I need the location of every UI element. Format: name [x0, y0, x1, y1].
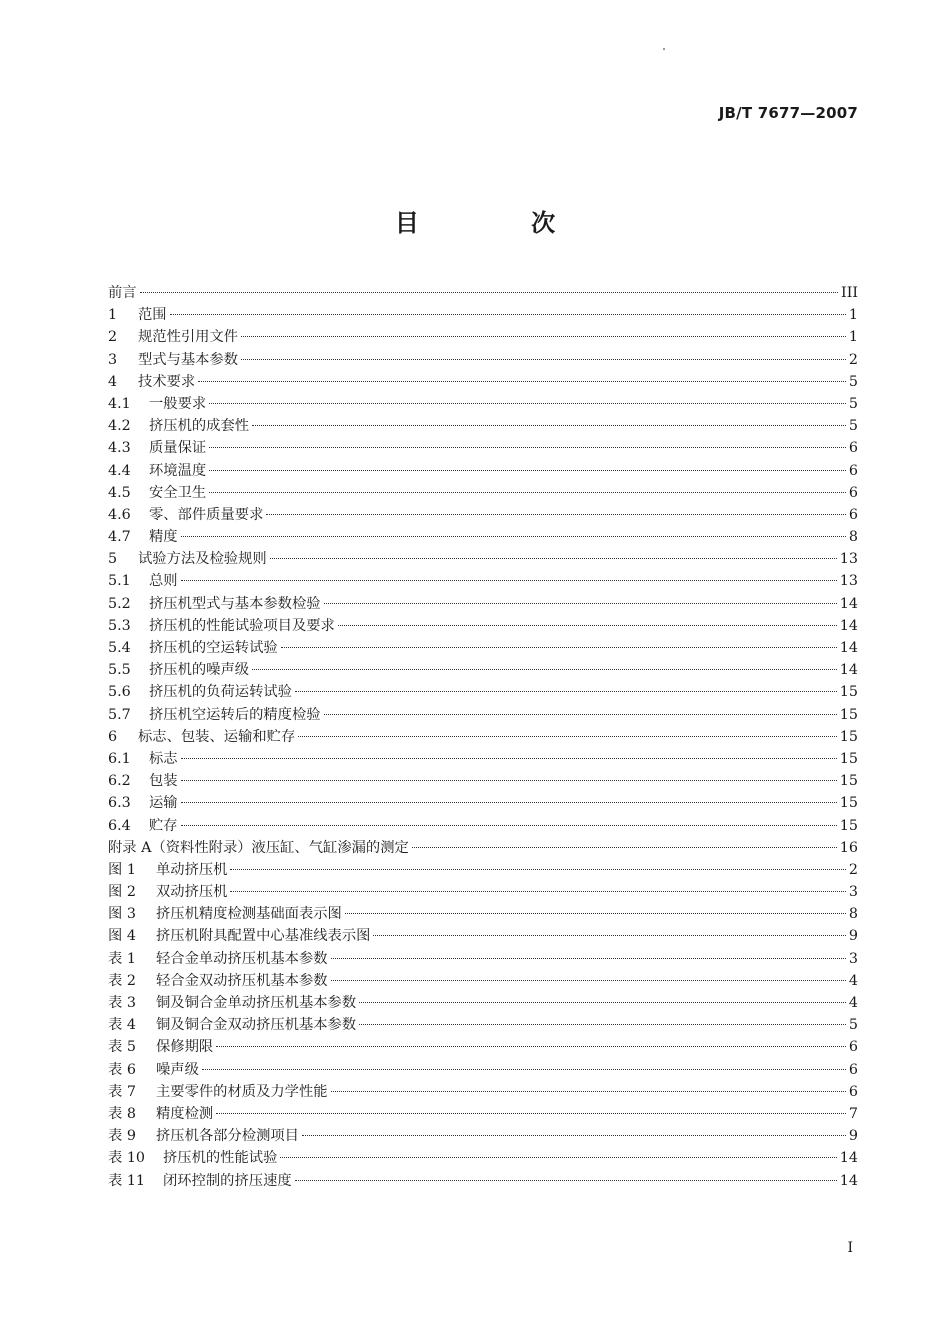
toc-entry[interactable]	[108, 326, 858, 348]
toc-entry-number: 5.1	[108, 573, 131, 590]
toc-entry[interactable]	[108, 393, 858, 415]
toc-entry-title: 精度	[149, 529, 178, 546]
toc-entry[interactable]	[108, 925, 858, 947]
toc-entry-title: 范围	[138, 307, 167, 324]
toc-entry[interactable]	[108, 770, 858, 792]
toc-entry-page: 14	[839, 617, 858, 634]
toc-entry-title: 标志、包装、运输和贮存	[138, 728, 296, 745]
toc-entry-title: 运输	[149, 795, 178, 812]
toc-entry-page: 15	[839, 773, 858, 790]
dot-leader	[324, 603, 837, 604]
toc-entry-title: 包装	[149, 773, 178, 790]
toc-entry-title: 挤压机空运转后的精度检验	[149, 706, 321, 723]
toc-entry-number: 表 3	[108, 995, 136, 1011]
dot-leader	[252, 425, 846, 426]
toc-entry[interactable]	[108, 792, 858, 814]
dot-leader	[252, 669, 837, 670]
dot-leader	[359, 1024, 846, 1025]
toc-entry-number: 表 9	[108, 1128, 136, 1145]
toc-entry[interactable]	[108, 349, 858, 371]
toc-entry-number: 4.3	[108, 440, 131, 457]
toc-entry-title: 轻合金双动挤压机基本参数	[156, 972, 328, 989]
toc-entry[interactable]	[108, 659, 858, 681]
dot-leader	[181, 758, 837, 759]
toc-entry-number: 图 1	[108, 861, 136, 878]
dot-leader	[373, 935, 845, 936]
toc-entry-number: 6.1	[108, 750, 131, 767]
toc-entry[interactable]	[108, 548, 858, 570]
dot-leader	[295, 691, 837, 692]
toc-entry-page: 14	[839, 640, 858, 656]
toc-entry-title: 挤压机精度检测基础面表示图	[156, 906, 342, 923]
toc-entry-title: 挤压机的空运转试验	[149, 640, 278, 656]
toc-entry[interactable]	[108, 970, 858, 992]
toc-entry[interactable]	[108, 1103, 858, 1125]
toc-entry[interactable]	[108, 748, 858, 770]
dot-leader	[216, 1113, 846, 1114]
toc-entry-title: 双动挤压机	[156, 884, 228, 901]
toc-entry-page: 14	[839, 662, 858, 679]
toc-entry-page: 3	[848, 884, 858, 901]
toc-entry-title: 噪声级	[156, 1061, 199, 1078]
toc-entry-page: 14	[839, 1150, 858, 1167]
toc-entry-number: 表 10	[108, 1150, 146, 1167]
toc-entry-number: 5	[108, 551, 118, 568]
toc-entry[interactable]	[108, 1059, 858, 1081]
toc-entry-page: 16	[839, 839, 858, 856]
toc-entry[interactable]	[108, 615, 858, 637]
scan-speck	[663, 48, 665, 50]
toc-entry-title: 挤压机各部分检测项目	[156, 1128, 299, 1145]
toc-entry-number: 4.4	[108, 462, 131, 479]
toc-entry-title: 试验方法及检验规则	[138, 551, 267, 568]
toc-entry-title: 挤压机的成套性	[149, 418, 250, 435]
toc-entry-page: 6	[848, 1061, 858, 1078]
toc-entry[interactable]	[108, 1014, 858, 1036]
toc-entry-number: 4.7	[108, 529, 131, 546]
dot-leader	[281, 647, 837, 648]
dot-leader	[181, 580, 837, 581]
toc-entry-page: 6	[848, 440, 858, 457]
toc-entry-title: 挤压机的性能试验	[163, 1150, 278, 1167]
dot-leader	[198, 381, 846, 382]
table-of-contents	[108, 282, 858, 1192]
toc-entry[interactable]	[108, 837, 858, 859]
toc-entry-number: 4.1	[108, 395, 131, 412]
toc-entry-number: 1	[108, 307, 118, 324]
toc-entry[interactable]	[108, 437, 858, 459]
toc-entry-page: 7	[848, 1105, 858, 1122]
toc-entry-number: 4.6	[108, 506, 131, 523]
dot-leader	[280, 1157, 836, 1158]
toc-entry-number: 4.2	[108, 418, 131, 435]
dot-leader	[324, 714, 837, 715]
toc-entry-page: 2	[848, 861, 858, 878]
dot-leader	[331, 980, 846, 981]
toc-entry-page: 5	[848, 373, 858, 390]
dot-leader	[345, 913, 846, 914]
toc-entry-page: 1	[848, 307, 858, 324]
toc-entry-page: 14	[839, 1172, 858, 1189]
toc-entry-page: 5	[848, 1017, 858, 1034]
toc-entry[interactable]	[108, 460, 858, 482]
toc-entry[interactable]	[108, 415, 858, 437]
toc-entry[interactable]	[108, 482, 858, 504]
dot-leader	[266, 514, 846, 515]
toc-entry-page: 6	[848, 506, 858, 523]
toc-entry[interactable]	[108, 704, 858, 726]
toc-entry-number: 5.5	[108, 662, 131, 679]
toc-entry-page: 15	[839, 706, 858, 723]
toc-entry[interactable]	[108, 1170, 858, 1192]
toc-entry-page: 8	[848, 529, 858, 546]
toc-entry-title: 一般要求	[149, 395, 207, 412]
toc-entry-number: 表 1	[108, 950, 136, 967]
toc-entry-title: 挤压机的负荷运转试验	[149, 684, 292, 701]
toc-entry-title: 技术要求	[138, 373, 196, 390]
toc-entry-title: 铜及铜合金双动挤压机基本参数	[156, 1017, 357, 1034]
toc-entry-page: 15	[839, 817, 858, 834]
toc-entry-page: 15	[839, 684, 858, 701]
dot-leader	[216, 1046, 846, 1047]
toc-entry[interactable]	[108, 1147, 858, 1169]
dot-leader	[331, 958, 846, 959]
dot-leader	[209, 447, 846, 448]
dot-leader	[298, 736, 837, 737]
dot-leader	[270, 558, 837, 559]
toc-entry-title: 轻合金单动挤压机基本参数	[156, 950, 328, 967]
toc-entry-title: 挤压机附具配置中心基准线表示图	[156, 928, 371, 945]
toc-entry-title: 挤压机型式与基本参数检验	[149, 595, 321, 612]
toc-entry-number: 5.4	[108, 640, 131, 656]
toc-entry-number: 6.4	[108, 817, 131, 834]
toc-entry-title: 环境温度	[149, 462, 207, 479]
toc-entry[interactable]	[108, 903, 858, 925]
toc-entry-number: 表 4	[108, 1017, 136, 1034]
toc-entry-title: 单动挤压机	[156, 861, 228, 878]
toc-entry-title: 贮存	[149, 817, 178, 834]
toc-entry[interactable]	[108, 1081, 858, 1103]
toc-entry[interactable]	[108, 992, 858, 1014]
toc-entry-number: 图 4	[108, 928, 136, 945]
toc-entry-number: 5.6	[108, 684, 131, 701]
toc-entry[interactable]	[108, 1125, 858, 1147]
toc-entry-page: 15	[839, 795, 858, 812]
dot-leader	[181, 802, 837, 803]
dot-leader	[241, 336, 846, 337]
toc-entry[interactable]	[108, 526, 858, 548]
toc-entry-page: 6	[848, 1083, 858, 1100]
toc-entry-page: 2	[848, 351, 858, 368]
toc-entry[interactable]	[108, 570, 858, 592]
toc-entry[interactable]	[108, 637, 858, 659]
toc-entry-title: 精度检测	[156, 1105, 214, 1122]
toc-entry-page: 5	[848, 418, 858, 435]
toc-entry-number: 5.7	[108, 706, 131, 723]
dot-leader	[338, 625, 837, 626]
toc-entry[interactable]	[108, 815, 858, 837]
dot-leader	[209, 470, 846, 471]
toc-entry[interactable]	[108, 948, 858, 970]
dot-leader	[295, 1180, 837, 1181]
toc-entry-page: 15	[839, 750, 858, 767]
toc-entry-number: 表 5	[108, 1039, 136, 1056]
toc-entry-number: 表 7	[108, 1083, 136, 1100]
toc-entry[interactable]	[108, 859, 858, 881]
toc-entry-page: 4	[848, 972, 858, 989]
dot-leader	[209, 492, 846, 493]
toc-entry-title: 标志	[149, 750, 178, 767]
toc-entry[interactable]	[108, 1036, 858, 1058]
toc-entry-page: 4	[848, 995, 858, 1011]
toc-entry-number: 图 2	[108, 884, 136, 901]
toc-entry-number: 6.2	[108, 773, 131, 790]
dot-leader	[412, 847, 837, 848]
toc-entry-number: 5.2	[108, 595, 131, 612]
toc-entry-number: 图 3	[108, 906, 136, 923]
toc-entry-page: 13	[839, 551, 858, 568]
toc-entry[interactable]	[108, 304, 858, 326]
dot-leader	[230, 869, 845, 870]
toc-entry-number: 5.3	[108, 617, 131, 634]
toc-entry-number: 3	[108, 351, 118, 368]
toc-entry-title: 总则	[149, 573, 178, 590]
toc-entry-page: 13	[839, 573, 858, 590]
toc-entry-title: 保修期限	[156, 1039, 214, 1056]
page-number: I	[847, 1240, 853, 1256]
toc-entry-number: 2	[108, 329, 118, 346]
toc-entry-number: 表 2	[108, 972, 136, 989]
toc-entry-page: III	[841, 285, 858, 301]
standard-number: JB/T 7677—2007	[718, 104, 858, 122]
toc-entry-number: 4	[108, 373, 118, 390]
page-title: 目 次	[394, 209, 608, 237]
toc-entry-page: 8	[848, 906, 858, 923]
toc-entry-page: 1	[848, 329, 858, 346]
dot-leader	[170, 314, 846, 315]
toc-entry-title: 零、部件质量要求	[149, 506, 264, 523]
toc-entry[interactable]	[108, 371, 858, 393]
dot-leader	[140, 292, 838, 293]
toc-entry-page: 6	[848, 1039, 858, 1056]
toc-entry-title: 型式与基本参数	[138, 351, 239, 368]
dot-leader	[331, 1091, 846, 1092]
toc-entry-title: 挤压机的性能试验项目及要求	[149, 617, 335, 634]
toc-entry-page: 9	[848, 1128, 858, 1145]
toc-entry-page: 5	[848, 395, 858, 412]
toc-entry-number: 6.3	[108, 795, 131, 812]
dot-leader	[209, 403, 846, 404]
toc-entry-title: 闭环控制的挤压速度	[163, 1172, 292, 1189]
toc-entry-number: 表 6	[108, 1061, 136, 1078]
toc-entry-number: 表 11	[108, 1172, 146, 1189]
dot-leader	[202, 1069, 846, 1070]
toc-entry-title: 主要零件的材质及力学性能	[156, 1083, 328, 1100]
toc-entry-page: 15	[839, 728, 858, 745]
dot-leader	[181, 825, 837, 826]
toc-entry[interactable]	[108, 593, 858, 615]
toc-entry-title: 附录 A（资料性附录）液压缸、气缸渗漏的测定	[108, 839, 409, 856]
dot-leader	[302, 1135, 846, 1136]
toc-entry-page: 9	[848, 928, 858, 945]
toc-entry-page: 6	[848, 462, 858, 479]
dot-leader	[230, 891, 845, 892]
toc-entry-number: 表 8	[108, 1105, 136, 1122]
toc-entry-title: 安全卫生	[149, 484, 207, 501]
toc-entry-title: 前言	[108, 285, 137, 301]
toc-entry[interactable]	[108, 726, 858, 748]
toc-entry-number: 4.5	[108, 484, 131, 501]
toc-entry[interactable]	[108, 504, 858, 526]
dot-leader	[359, 1002, 846, 1003]
toc-entry-title: 挤压机的噪声级	[149, 662, 250, 679]
toc-entry-number: 6	[108, 728, 118, 745]
toc-entry[interactable]	[108, 681, 858, 703]
dot-leader	[181, 780, 837, 781]
toc-entry-title: 规范性引用文件	[138, 329, 239, 346]
toc-entry-title: 质量保证	[149, 440, 207, 457]
toc-entry[interactable]	[108, 282, 858, 304]
dot-leader	[241, 359, 846, 360]
toc-entry-page: 6	[848, 484, 858, 501]
toc-entry-title: 铜及铜合金单动挤压机基本参数	[156, 995, 357, 1011]
dot-leader	[181, 536, 846, 537]
toc-entry-page: 14	[839, 595, 858, 612]
toc-entry-page: 3	[848, 950, 858, 967]
toc-entry[interactable]	[108, 881, 858, 903]
